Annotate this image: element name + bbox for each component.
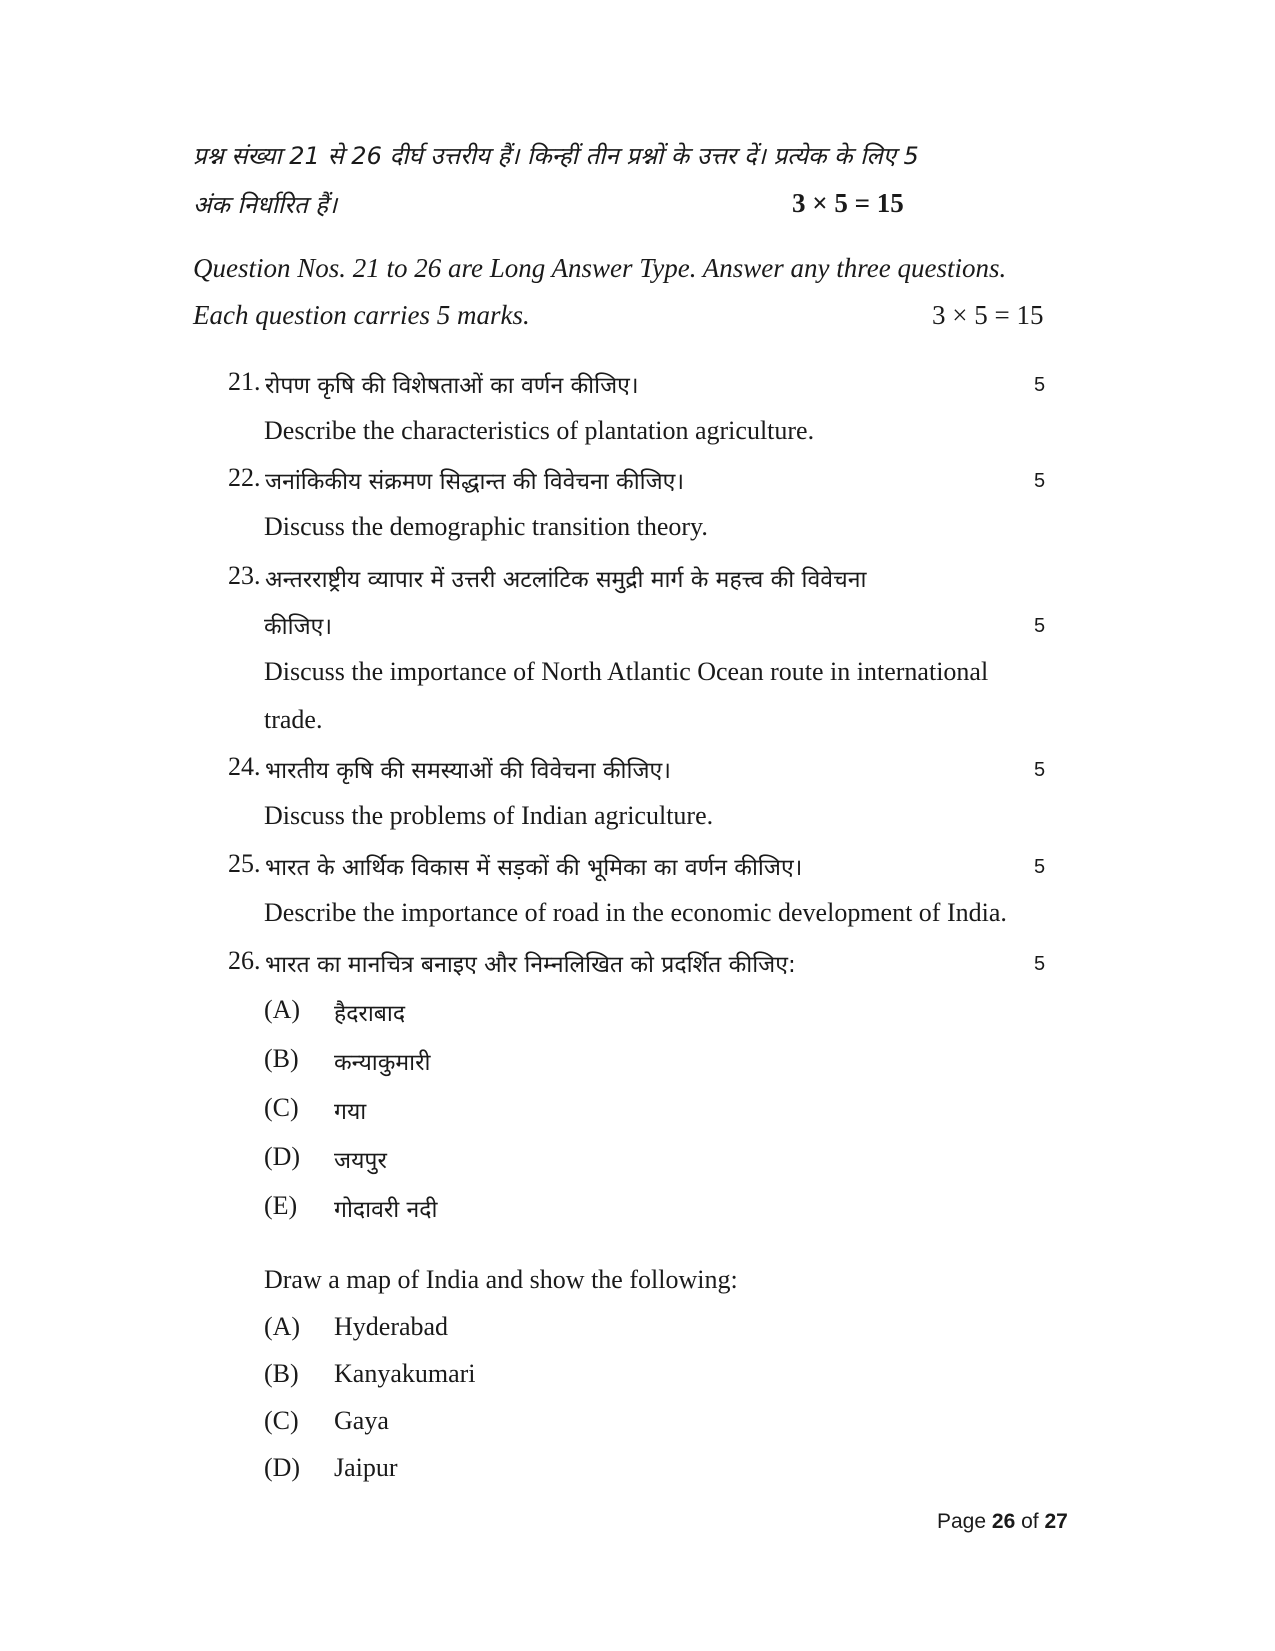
- hindi-option-a-text: हैदराबाद: [334, 1001, 406, 1027]
- hindi-option-e-text: गोदावरी नदी: [334, 1197, 438, 1223]
- question-26-english-intro: Draw a map of India and show the following:: [264, 1265, 738, 1294]
- english-option-d-label: (D): [264, 1453, 301, 1482]
- question-22-hindi: जनांकिकीय संक्रमण सिद्धान्त की विवेचना कीजिए।: [265, 469, 685, 495]
- hindi-option-d-label: (D): [264, 1142, 301, 1171]
- question-22-number: 22.: [228, 463, 261, 492]
- question-21-marks: 5: [1034, 374, 1046, 396]
- question-26-marks: 5: [1034, 953, 1046, 975]
- hindi-option-c-label: (C): [264, 1093, 299, 1122]
- question-21-hindi: रोपण कृषि की विशेषताओं का वर्णन कीजिए।: [265, 373, 639, 399]
- question-26-number: 26.: [228, 946, 261, 975]
- question-23-hindi-line1: अन्तरराष्ट्रीय व्यापार में उत्तरी अटलांटिक समुद्री मार्ग के महत्त्व की विवेचना: [265, 567, 867, 593]
- question-24-hindi: भारतीय कृषि की समस्याओं की विवेचना कीजिए।: [265, 758, 671, 784]
- question-22-english: Discuss the demographic transition theory.: [264, 512, 708, 541]
- instructions-english-line2: Each question carries 5 marks.: [193, 300, 530, 330]
- page-number-total: 27: [1044, 1510, 1068, 1533]
- english-option-c-text: Gaya: [334, 1406, 389, 1435]
- question-23-hindi-line2: कीजिए।: [264, 614, 333, 640]
- instructions-hindi-line2: अंक निर्धारित हैं।: [193, 191, 338, 219]
- hindi-option-e-label: (E): [264, 1191, 298, 1220]
- question-23-marks: 5: [1034, 615, 1046, 637]
- instructions-english-marks-formula: 3 × 5 = 15: [932, 300, 1044, 330]
- english-option-d-text: Jaipur: [334, 1453, 398, 1482]
- hindi-option-b-text: कन्याकुमारी: [334, 1050, 431, 1076]
- question-21-english: Describe the characteristics of plantation agriculture.: [264, 416, 815, 445]
- instructions-hindi-marks-formula: 3 × 5 = 15: [792, 188, 904, 218]
- english-option-a-text: Hyderabad: [334, 1312, 449, 1341]
- english-option-c-label: (C): [264, 1406, 299, 1435]
- hindi-option-d-text: जयपुर: [334, 1148, 387, 1174]
- question-26-hindi: भारत का मानचित्र बनाइए और निम्नलिखित को प्रदर्शित कीजिए:: [265, 952, 796, 978]
- question-25-marks: 5: [1034, 856, 1046, 878]
- question-25-hindi: भारत के आर्थिक विकास में सड़कों की भूमिका का वर्णन कीजिए।: [265, 855, 803, 881]
- instructions-english-line1: Question Nos. 21 to 26 are Long Answer Type. Answer any three questions.: [193, 253, 1007, 283]
- page-number: [937, 1510, 1068, 1534]
- question-25-number: 25.: [228, 849, 261, 878]
- hindi-option-b-label: (B): [264, 1044, 299, 1073]
- english-option-b-label: (B): [264, 1359, 299, 1388]
- english-option-a-label: (A): [264, 1312, 301, 1341]
- question-24-english: Discuss the problems of Indian agriculture.: [264, 801, 714, 830]
- question-23-english-line2: trade.: [264, 705, 323, 734]
- page-number-current: 26: [991, 1510, 1016, 1533]
- question-24-marks: 5: [1034, 759, 1046, 781]
- page-number-prefix: Page: [937, 1510, 987, 1533]
- hindi-option-c-text: गया: [334, 1099, 367, 1125]
- question-21-number: 21.: [228, 367, 261, 396]
- page-number-separator: of: [1021, 1510, 1039, 1533]
- instructions-hindi-line1: प्रश्न संख्या 21 से 26 दीर्घ उत्तरीय हैं। किन्हीं तीन प्रश्नों के उत्तर दें। प्रत्येक के लिए 5: [193, 142, 919, 170]
- question-23-number: 23.: [228, 561, 261, 590]
- english-option-b-text: Kanyakumari: [334, 1359, 476, 1388]
- hindi-option-a-label: (A): [264, 995, 301, 1024]
- question-23-english-line1: Discuss the importance of North Atlantic Ocean route in international: [264, 657, 989, 686]
- question-25-english: Describe the importance of road in the economic development of India.: [264, 898, 1007, 927]
- question-22-marks: 5: [1034, 470, 1046, 492]
- question-24-number: 24.: [228, 752, 261, 781]
